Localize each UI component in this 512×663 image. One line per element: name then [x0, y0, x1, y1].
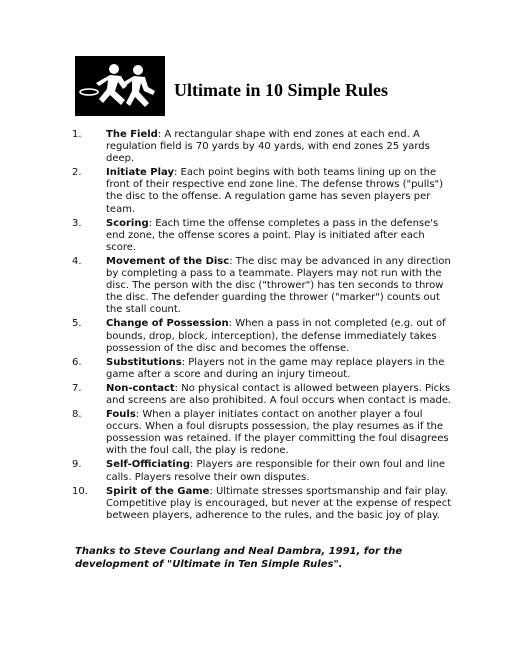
- rule-term: Movement of the Disc: [106, 255, 230, 267]
- rule-term: Non-contact: [106, 382, 175, 394]
- rule-term: Spirit of the Game: [106, 485, 210, 497]
- rule-text: : Players not in the game may replace players in the game after a score and during an injury timeout.: [106, 356, 445, 380]
- rule-item: [72, 486, 452, 522]
- page-title: Ultimate in 10 Simple Rules: [174, 80, 388, 100]
- rule-text: : When a pass in not completed (e.g. out of bounds, drop, block, interception), the defense immediately takes possession of the disc and becomes the offense.: [106, 318, 446, 354]
- rule-item: [72, 256, 452, 316]
- rule-text: : Players are responsible for their own foul and line calls. Players resolve their own disputes.: [106, 459, 446, 483]
- rule-term: Change of Possession: [106, 318, 229, 330]
- rule-number: 4.: [72, 255, 82, 267]
- rule-number: 8.: [72, 409, 82, 421]
- rule-item: [72, 129, 452, 165]
- rule-number: 3.: [72, 217, 82, 229]
- rule-term: Self-Officiating: [106, 459, 190, 471]
- rule-item: [72, 409, 452, 457]
- rule-text: : Each time the offense completes a pass in the defense's end zone, the offense scores a point. Play is initiated after each score.: [106, 217, 439, 253]
- rule-text: : A rectangular shape with end zones at each end. A regulation field is 70 yards by 40 yards, with end zones 25 yards deep.: [106, 129, 430, 165]
- rule-item: [72, 318, 452, 354]
- rule-term: Substitutions: [106, 356, 182, 368]
- rule-term: Scoring: [106, 217, 149, 229]
- rule-text: : Ultimate stresses sportsmanship and fair play. Competitive play is encouraged, but never at the expense of respect between players, adherence to the rules, and the basic joy of play.: [106, 485, 452, 521]
- rule-item: [72, 383, 452, 407]
- rule-number: 10.: [72, 485, 88, 497]
- rule-number: 1.: [72, 129, 82, 140]
- rule-item: [72, 218, 452, 254]
- rule-number: 5.: [72, 318, 82, 330]
- rules-list: [72, 129, 452, 524]
- rule-text: : Each point begins with both teams lining up on the front of their respective end zone line. The defense throws ("pulls") the disc to the offense. A regulation game has seven players per team.: [106, 167, 444, 215]
- players-silhouette-icon: [75, 56, 165, 116]
- rule-term: The Field: [106, 129, 158, 140]
- rule-term: Fouls: [106, 409, 136, 421]
- rule-item: [72, 167, 452, 215]
- rule-term: Initiate Play: [106, 167, 174, 179]
- rule-number: 9.: [72, 459, 82, 471]
- acknowledgement-note: Thanks to Steve Courlang and Neal Dambra, 1991, for the development of "Ultimate in Ten Simple Rules".: [75, 546, 403, 570]
- rule-number: 6.: [72, 356, 82, 368]
- rule-item: [72, 357, 452, 381]
- rule-item: [72, 459, 452, 483]
- ultimate-players-logo-icon: [75, 56, 165, 116]
- rule-number: 2.: [72, 167, 82, 179]
- rule-number: 7.: [72, 382, 82, 394]
- rule-text: : The disc may be advanced in any direction by completing a pass to a teammate. Players may not run with the disc. The person with the disc ("thrower") has ten seconds to throw the disc. The defender guarding the thrower ("marker") counts out the stall count.: [106, 255, 451, 316]
- rule-text: : When a player initiates contact on another player a foul occurs. When a foul disrupts possession, the play resumes as if the possession was retained. If the player committing the foul disagrees with the foul call, the play is redone.: [106, 409, 449, 457]
- rule-text: : No physical contact is allowed between players. Picks and screens are also prohibited. A foul occurs when contact is made.: [106, 382, 452, 406]
